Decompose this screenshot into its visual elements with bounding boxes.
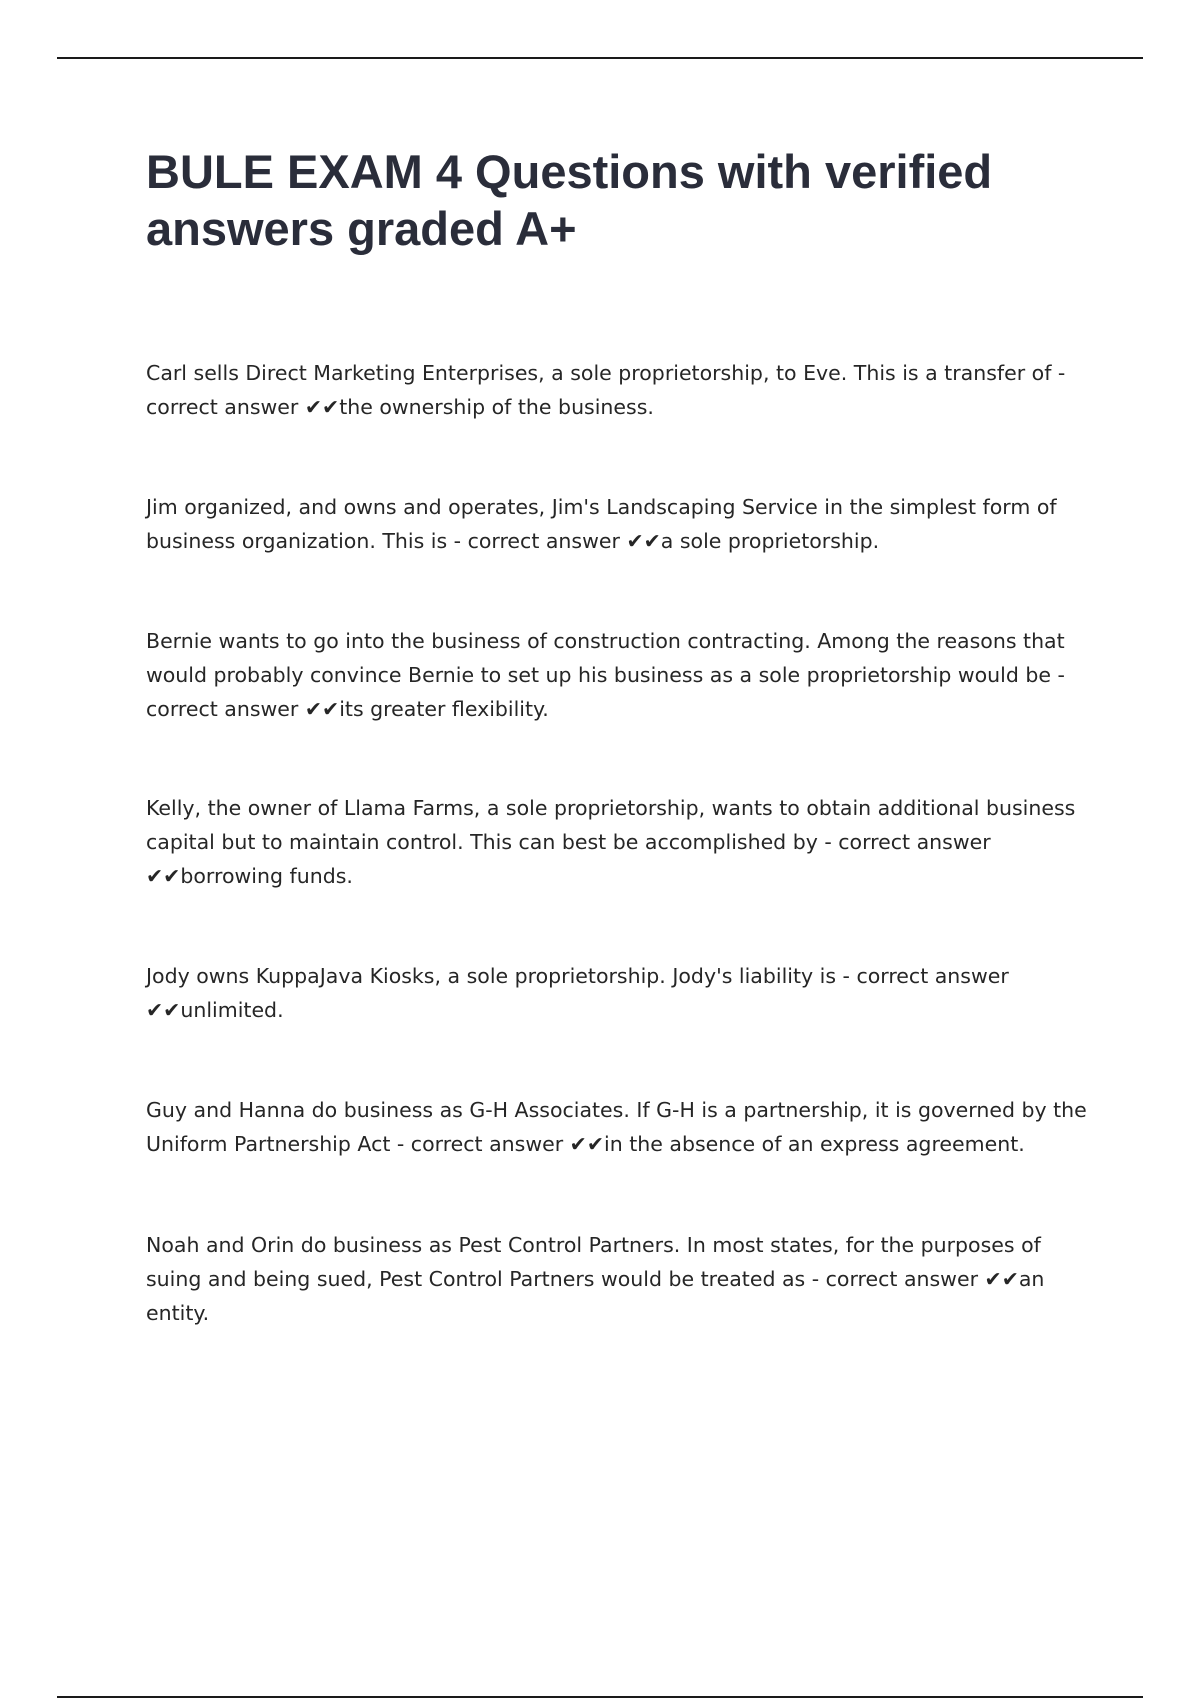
answer-text: the ownership of the business. <box>339 395 654 419</box>
question-text: Jim organized, and owns and operates, Jim's Landscaping Service in the simplest form of business organization. This is - correct answer <box>146 495 1057 553</box>
answer-text: borrowing funds. <box>180 864 353 888</box>
qa-entry <box>146 1093 1096 1161</box>
check-mark-icon: ✔✔ <box>146 998 181 1022</box>
answer-text: its greater flexibility. <box>339 697 549 721</box>
check-mark-icon: ✔✔ <box>146 864 181 888</box>
qa-entry <box>146 356 1096 424</box>
question-text: Jody owns KuppaJava Kiosks, a sole proprietorship. Jody's liability is - correct answer <box>146 964 1009 988</box>
check-mark-icon: ✔✔ <box>569 1132 605 1156</box>
question-text: Carl sells Direct Marketing Enterprises, a sole proprietorship, to Eve. This is a transfer of - correct answer <box>146 361 1066 419</box>
answer-text: in the absence of an express agreement. <box>604 1132 1025 1156</box>
check-mark-icon: ✔✔ <box>626 529 661 553</box>
qa-entry <box>146 490 1096 558</box>
answer-text: a sole proprietorship. <box>660 529 880 553</box>
check-mark-icon: ✔✔ <box>304 395 340 419</box>
question-text: Guy and Hanna do business as G-H Associates. If G-H is a partnership, it is governed by the Uniform Partnership Act - correct answer <box>146 1098 1087 1156</box>
check-mark-icon: ✔✔ <box>304 697 340 721</box>
answer-text: an entity. <box>146 1267 1045 1325</box>
question-text: Kelly, the owner of Llama Farms, a sole proprietorship, wants to obtain additional business capital but to maintain control. This can best be accomplished by - correct answer <box>146 796 1076 854</box>
answer-text: unlimited. <box>180 998 284 1022</box>
qa-entry <box>146 624 1096 726</box>
check-mark-icon: ✔✔ <box>984 1267 1019 1291</box>
top-rule <box>57 57 1143 59</box>
question-text: Noah and Orin do business as Pest Control Partners. In most states, for the purposes of suing and being sued, Pest Control Partners would be treated as - correct answer <box>146 1233 1041 1291</box>
page-title: BULE EXAM 4 Questions with verified answers graded A+ <box>146 145 993 255</box>
bottom-rule <box>57 1696 1143 1698</box>
qa-entry <box>146 959 1096 1027</box>
qa-entry <box>146 1228 1096 1330</box>
question-text: Bernie wants to go into the business of construction contracting. Among the reasons that would probably convince Bernie to set up his business as a sole proprietorship would be - correct answer <box>146 629 1065 721</box>
qa-entry <box>146 791 1096 893</box>
